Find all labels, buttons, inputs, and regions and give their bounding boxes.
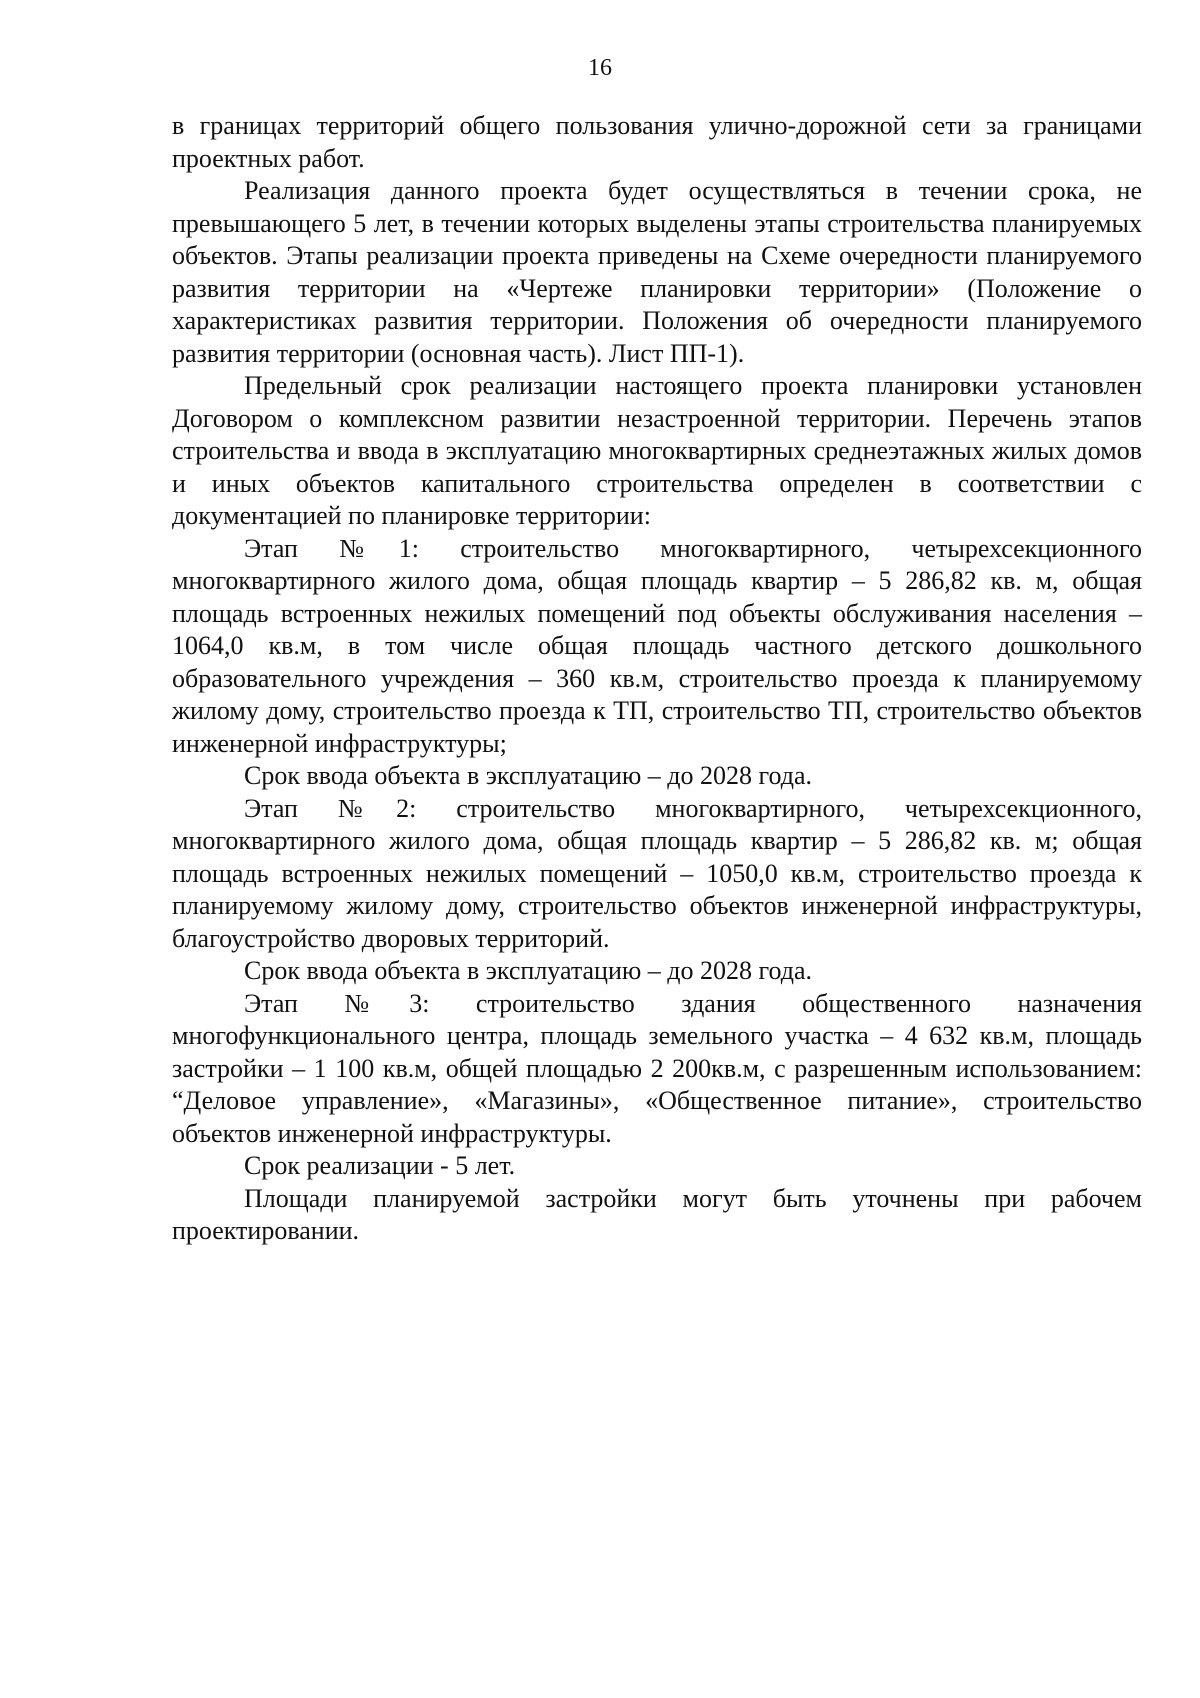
paragraph-stage-3-term: Срок реализации - 5 лет. xyxy=(244,1151,516,1180)
document-body xyxy=(172,110,1142,1248)
paragraph-stage-1: Этап №1: строительство многоквартирного, четырехсекционного многоквартирного жилого дома, общая площадь квартир – 5 286,82 кв. м, общая площадь встроенных нежилых помещений под объекты обслуживания населения – 1064,0 кв.м, в том числе общая площадь частного детского дошкольного образовательного учреждения – 360 кв.м, строительство проезда к планируемому жилому дому, строительство проезда к ТП, строительство ТП, строительство объектов инженерной инфраструктуры; xyxy=(172,533,1142,758)
paragraph-stage-2: Этап №2: строительство многоквартирного, четырехсекционного, многоквартирного жилого дома, общая площадь квартир – 5 286,82 кв. м; общая площадь встроенных нежилых помещений – 1050,0 кв.м, строительство проезда к планируемому жилому дому, строительство объектов инженерной инфраструктуры, благоустройство дворовых территорий. xyxy=(172,793,1142,953)
paragraph-continuation: в границах территорий общего пользования улично-дорожной сети за границами проектных работ. xyxy=(172,111,1142,173)
paragraph-stage-3: Этап №3: строительство здания общественного назначения многофункционального центра, площадь земельного участка – 4 632 кв.м, площадь застройки – 1 100 кв.м, общей площадью 2 200кв.м, с разрешенным использованием: “Деловое управление», «Магазины», «Общественное питание», строительство объектов инженерной инфраструктуры. xyxy=(172,988,1142,1148)
paragraph-stage-2-term: Срок ввода объекта в эксплуатацию – до 2028 года. xyxy=(244,956,813,985)
paragraph-areas-note: Площади планируемой застройки могут быть уточнены при рабочем проектировании. xyxy=(172,1183,1142,1245)
paragraph-stage-1-term: Срок ввода объекта в эксплуатацию – до 2028 года. xyxy=(244,761,813,790)
page-number: 16 xyxy=(588,55,612,81)
paragraph-deadline: Предельный срок реализации настоящего проекта планировки установлен Договором о комплексном развитии незастроенной территории. Перечень этапов строительства и ввода в эксплуатацию многоквартирных среднеэтажных жилых домов и иных объектов капитального строительства определен в соответствии с документацией по планировке территории: xyxy=(172,371,1142,530)
paragraph-implementation-term: Реализация данного проекта будет осуществляться в течении срока, не превышающего 5 лет, в течении которых выделены этапы строительства планируемых объектов. Этапы реализации проекта приведены на Схеме очередности планируемого развития территории на «Чертеже планировки территории» (Положение о характеристиках развития территории. Положения об очередности планируемого развития территории (основная часть). Лист ПП-1). xyxy=(172,176,1142,368)
